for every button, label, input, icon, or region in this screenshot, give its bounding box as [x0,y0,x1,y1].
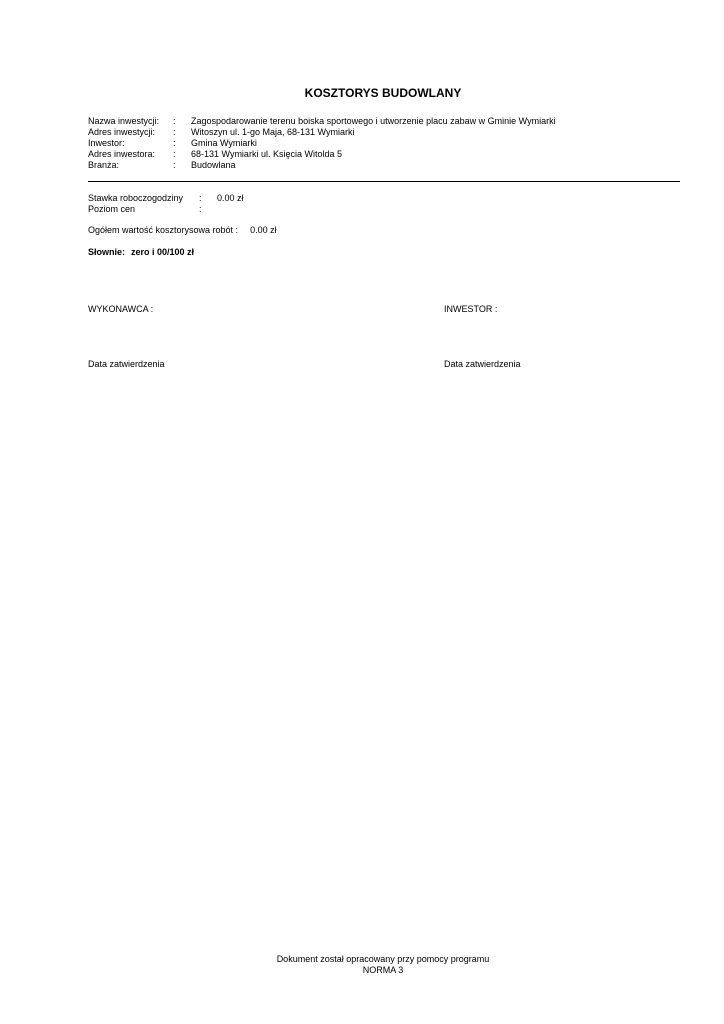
info-label: Inwestor: [88,138,125,148]
rate-label: Poziom cen [88,204,136,214]
info-label: Branża: [88,160,120,170]
investor-approval-date-label: Data zatwierdzenia [444,359,521,369]
info-value: Zagospodarowanie terenu boiska sportowego i utworzenie placu zabaw w Gminie Wymiarki [191,116,556,126]
total-cost [88,225,277,236]
info-value: Budowlana [191,160,236,170]
footer-line: Dokument został opracowany przy pomocy programu [276,954,490,964]
info-separator: : [173,160,176,170]
info-separator: : [173,138,176,148]
info-separator: : [173,127,176,137]
rate-separator: : [199,204,202,214]
total-label: Ogółem wartość kosztorysowa robót : [88,225,239,235]
info-value: Gmina Wymiarki [191,138,257,148]
section-divider [88,181,680,182]
footer [0,954,724,976]
investor-label: INWESTOR : [444,304,498,314]
rate-label: Stawka roboczogodziny [88,193,184,203]
contractor-label: WYKONAWCA : [88,304,154,314]
total-value: 0.00 zł [250,225,277,235]
amount-in-words-label: Słownie: [88,247,126,257]
amount-in-words [88,247,194,258]
amount-in-words-value: zero i 00/100 zł [131,247,195,257]
info-separator: : [173,149,176,159]
info-label: Nazwa inwestycji: [88,116,160,126]
rate-separator: : [199,193,202,203]
info-separator: : [173,116,176,126]
document-title: KOSZTORYS BUDOWLANY [304,86,462,100]
info-label: Adres inwestora: [88,149,156,159]
info-label: Adres inwestycji: [88,127,156,137]
info-value: 68-131 Wymiarki ul. Księcia Witolda 5 [191,149,342,159]
contractor-approval-date-label: Data zatwierdzenia [88,359,165,369]
footer-program-name: NORMA 3 [362,965,404,975]
rate-value: 0.00 zł [217,193,244,203]
info-value: Witoszyn ul. 1-go Maja, 68-131 Wymiarki [191,127,355,137]
